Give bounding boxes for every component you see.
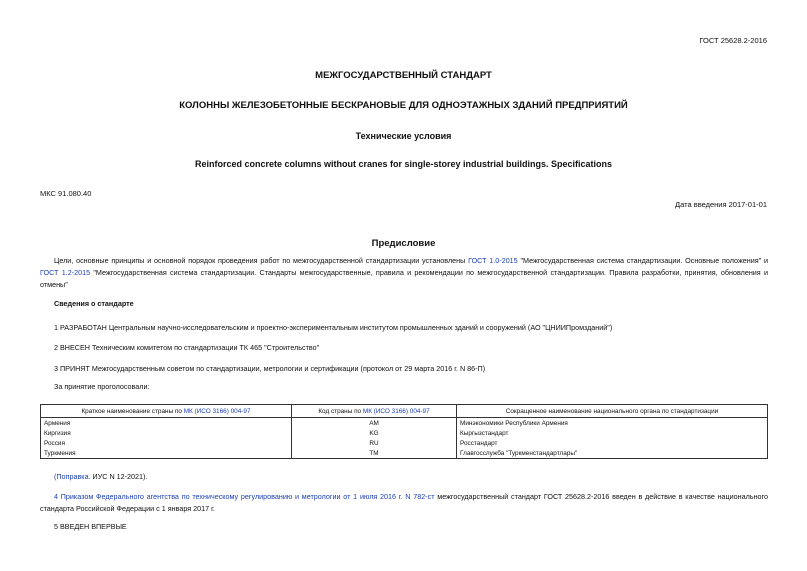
standards-body-cell: Кыргызстандарт (457, 428, 768, 438)
column-header-code: Код страны по МК (ИСО 3166) 004-97 (292, 405, 457, 418)
country-cell: Армения (41, 418, 292, 429)
column-header-country: Краткое наименование страны по МК (ИСО 3166) 004-97 (41, 405, 292, 418)
mk-iso-link[interactable]: МК (ИСО 3166) 004-97 (183, 407, 251, 415)
mk-iso-link[interactable]: МК (ИСО 3166) 004-97 (362, 407, 430, 415)
document-title: КОЛОННЫ ЖЕЛЕЗОБЕТОННЫЕ БЕСКРАНОВЫЕ ДЛЯ ОДНОЭТАЖНЫХ ЗДАНИЙ ПРЕДПРИЯТИЙ (179, 100, 628, 111)
table-row (41, 428, 768, 438)
preface-paragraph (40, 255, 768, 291)
country-cell: Туркмения (41, 448, 292, 459)
country-code-cell: TM (292, 448, 457, 459)
table-row (41, 438, 768, 448)
rosstandart-order-link[interactable]: 4 Приказом Федерального агентства по техническому регулированию и метрологии от 1 июля 2016 г. N 782-ст (54, 492, 435, 501)
table-row (41, 448, 768, 459)
country-code-cell: AM (292, 418, 457, 429)
standard-info-heading: Сведения о стандарте (54, 299, 134, 308)
info-item-submitted: 2 ВНЕСЕН Техническим комитетом по стандартизации ТК 465 "Строительство" (54, 343, 320, 352)
preface-text: Цели, основные принципы и основной порядок проведения работ по межгосударственной стандартизации установлены (54, 256, 469, 265)
standards-body-cell: Главгосслужба "Туркменстандартлары" (457, 448, 768, 459)
english-title: Reinforced concrete columns without cranes for single-storey industrial buildings. Specifications (194, 159, 613, 169)
preface-heading: Предисловие (371, 238, 436, 249)
amendment-link[interactable]: (Поправка. (54, 472, 91, 481)
info-item-enacted (40, 491, 768, 515)
country-cell: Киргизия (41, 428, 292, 438)
standards-body-cell: Росстандарт (457, 438, 768, 448)
standard-type-heading: МЕЖГОСУДАРСТВЕННЫЙ СТАНДАРТ (315, 70, 492, 81)
country-cell: Россия (41, 438, 292, 448)
standards-body-cell: Минэкономики Республики Армения (457, 418, 768, 429)
gost-1-0-link[interactable]: ГОСТ 1.0-2015 (468, 256, 518, 265)
gost-1-2-link[interactable]: ГОСТ 1.2-2015 (40, 268, 91, 277)
info-item-first-introduced: 5 ВВЕДЕН ВПЕРВЫЕ (54, 522, 127, 531)
info-item-adopted: 3 ПРИНЯТ Межгосударственным советом по стандартизации, метрологии и сертификации (протокол от 29 марта 2016 г. N 86-П) (54, 364, 486, 373)
countries-table (40, 404, 768, 459)
voted-label: За принятие проголосовали: (54, 382, 150, 391)
table-header-row (41, 405, 768, 418)
country-code-cell: RU (292, 438, 457, 448)
amendment-text: ИУС N 12-2021). (90, 472, 148, 481)
document-subtitle: Технические условия (355, 131, 452, 141)
enacted-text: межгосударственный стандарт ГОСТ 25628.2-2016 введен в действие в качестве национального стандарта Российской Федерации с 1 января 2017 г. (40, 492, 768, 513)
amendment-note (40, 471, 768, 483)
table-row (41, 418, 768, 429)
country-code-cell: KG (292, 428, 457, 438)
preface-text: "Межгосударственная система стандартизации. Основные положения" и (517, 256, 769, 265)
intro-date: Дата введения 2017-01-01 (675, 200, 767, 209)
preface-text: "Межгосударственная система стандартизации. Стандарты межгосударственные, правила и рекомендации по межгосударственной стандартизации. Правила разработки, принятия, обновления и отмены" (40, 268, 769, 289)
info-item-developed: 1 РАЗРАБОТАН Центральным научно-исследовательским и проектно-экспериментальным институтом промышленных зданий и сооружений (АО "ЦНИИПромзданий") (54, 323, 613, 332)
column-header-body: Сокращенное наименование национального органа по стандартизации (457, 405, 768, 418)
document-code: ГОСТ 25628.2-2016 (699, 36, 767, 45)
mks-code: МКС 91.080.40 (40, 189, 92, 198)
